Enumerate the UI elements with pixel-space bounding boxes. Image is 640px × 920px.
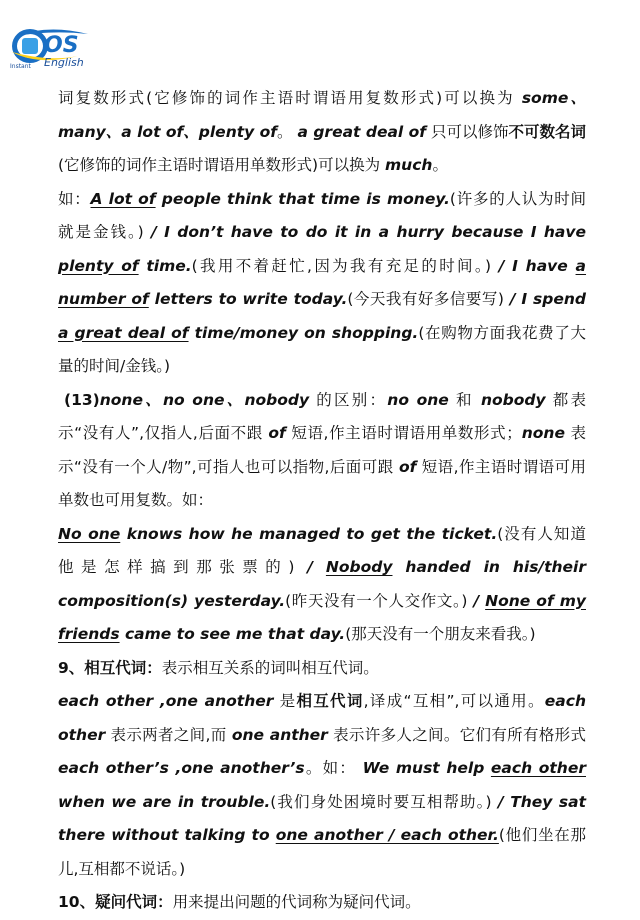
- en-sentence: handed in his/their composition(s) yesterday.: [58, 558, 586, 610]
- en-term: each other: [58, 692, 586, 744]
- en-underlined: None of my friends: [58, 591, 586, 643]
- section-heading: 10、疑问代词：: [58, 893, 173, 911]
- en-term: a great deal of: [297, 122, 427, 141]
- en-term: each other’s ,one another’s: [58, 759, 305, 777]
- separator: /: [294, 558, 326, 576]
- en-term: of: [398, 457, 417, 476]
- en-sentence: came to see me that day.: [119, 625, 346, 643]
- bold-term: 不可数名词: [508, 122, 586, 141]
- translation: (我用不着赶忙,因为我有充足的时间。): [191, 256, 492, 275]
- en-term: nobody: [480, 390, 546, 409]
- en-sentence: people think that time is money.: [155, 189, 450, 208]
- translation: (在购物方面我花费了大量的时间/金钱。): [58, 323, 586, 375]
- translation: (许多的人认为时间就是金钱。): [58, 189, 586, 241]
- text: ,译成“互相”,可以通用。: [363, 692, 545, 710]
- en-underlined: A lot of: [90, 189, 156, 208]
- en-sentence: / I have: [491, 256, 576, 275]
- en-sentence: knows how he managed to get the ticket.: [120, 524, 498, 543]
- text: 和: [448, 390, 481, 409]
- en-underlined: No one: [58, 524, 121, 543]
- en-underlined: a number of: [58, 256, 587, 308]
- text: 。: [277, 122, 298, 141]
- en-sentence: letters to write today.: [148, 290, 348, 308]
- paragraph-examples-2: [58, 518, 586, 652]
- en-underlined: plenty of: [58, 256, 139, 275]
- text: 短语,作主语时谓语用单数形式；: [285, 424, 522, 442]
- en-term: each other ,one another: [58, 692, 274, 710]
- section-number: (13): [64, 390, 100, 409]
- heading-9: [58, 652, 586, 686]
- document-body: [58, 82, 586, 920]
- translation: (那天没有一个朋友来看我。): [345, 625, 536, 643]
- logo-small-text: Instant: [10, 63, 31, 70]
- en-underlined: a great deal of: [58, 323, 189, 342]
- section-heading: 9、相互代词：: [58, 658, 162, 677]
- en-sentence: / I spend: [503, 290, 586, 308]
- text: 表示两者之间,而: [105, 725, 232, 744]
- en-term: none、no one、nobody: [99, 390, 310, 409]
- en-sentence: when we are in trouble.: [58, 792, 271, 811]
- en-term: some、many、a lot of、plenty of: [58, 89, 586, 141]
- text: 词复数形式(它修饰的词作主语时谓语用复数形式)可以换为: [58, 89, 522, 107]
- en-sentence: / I don’t have to do it in a hurry because I have: [143, 223, 586, 241]
- en-underlined: one another / each other.: [275, 826, 499, 844]
- text: 如：: [58, 189, 91, 208]
- text: 用来提出问题的代词称为疑问代词。: [172, 893, 421, 911]
- logo-graphic: [8, 22, 100, 72]
- text: 。如：: [304, 759, 357, 777]
- en-sentence: time.: [138, 256, 192, 275]
- translation: (昨天没有一个人交作文。): [285, 591, 468, 610]
- text: 的区别：: [309, 390, 388, 409]
- logo-english-text: English: [44, 56, 84, 69]
- bold-term: 相互代词: [296, 692, 364, 710]
- text: 短语,作主语时谓语可用单数也可用复数。如：: [58, 457, 586, 509]
- os-english-logo: [8, 22, 100, 72]
- paragraph-usage: [58, 82, 586, 183]
- text: 只可以修饰: [426, 122, 509, 141]
- en-sentence: / They sat there without talking to: [58, 792, 587, 844]
- en-term: of: [268, 424, 286, 442]
- text: (它修饰的词作主语时谓语用单数形式)可以换为: [58, 156, 386, 174]
- paragraph-13: [58, 384, 586, 518]
- en-term: none: [521, 424, 565, 442]
- en-underlined: each other: [490, 759, 586, 777]
- en-sentence: time/money on shopping.: [188, 323, 419, 342]
- logo-os-text: OS: [44, 33, 79, 58]
- en-sentence: We must help: [356, 759, 491, 777]
- translation: (我们身处困境时要互相帮助。): [270, 792, 492, 811]
- separator: /: [467, 591, 486, 610]
- heading-10: [58, 886, 586, 920]
- paragraph-9: [58, 685, 586, 886]
- en-term: one anther: [231, 725, 328, 744]
- text: 表示许多人之间。它们有所有格形式: [327, 725, 586, 744]
- en-term: no one: [387, 390, 449, 409]
- translation: (没有人知道他是怎样搞到那张票的): [58, 524, 586, 576]
- text: 表示相互关系的词叫相互代词。: [161, 658, 379, 677]
- paragraph-examples-1: [58, 183, 586, 384]
- translation: (他们坐在那儿,互相都不说话。): [58, 826, 587, 878]
- en-term: much: [385, 156, 433, 174]
- text: 都表示“没有人”,仅指人,后面不跟: [58, 390, 586, 442]
- translation: (今天我有好多信要写): [347, 290, 504, 308]
- en-underlined: Nobody: [325, 558, 393, 576]
- text: 是: [273, 692, 297, 710]
- text: 。: [432, 156, 448, 174]
- text: 表示“没有一个人/物”,可指人也可以指物,后面可跟: [58, 424, 586, 476]
